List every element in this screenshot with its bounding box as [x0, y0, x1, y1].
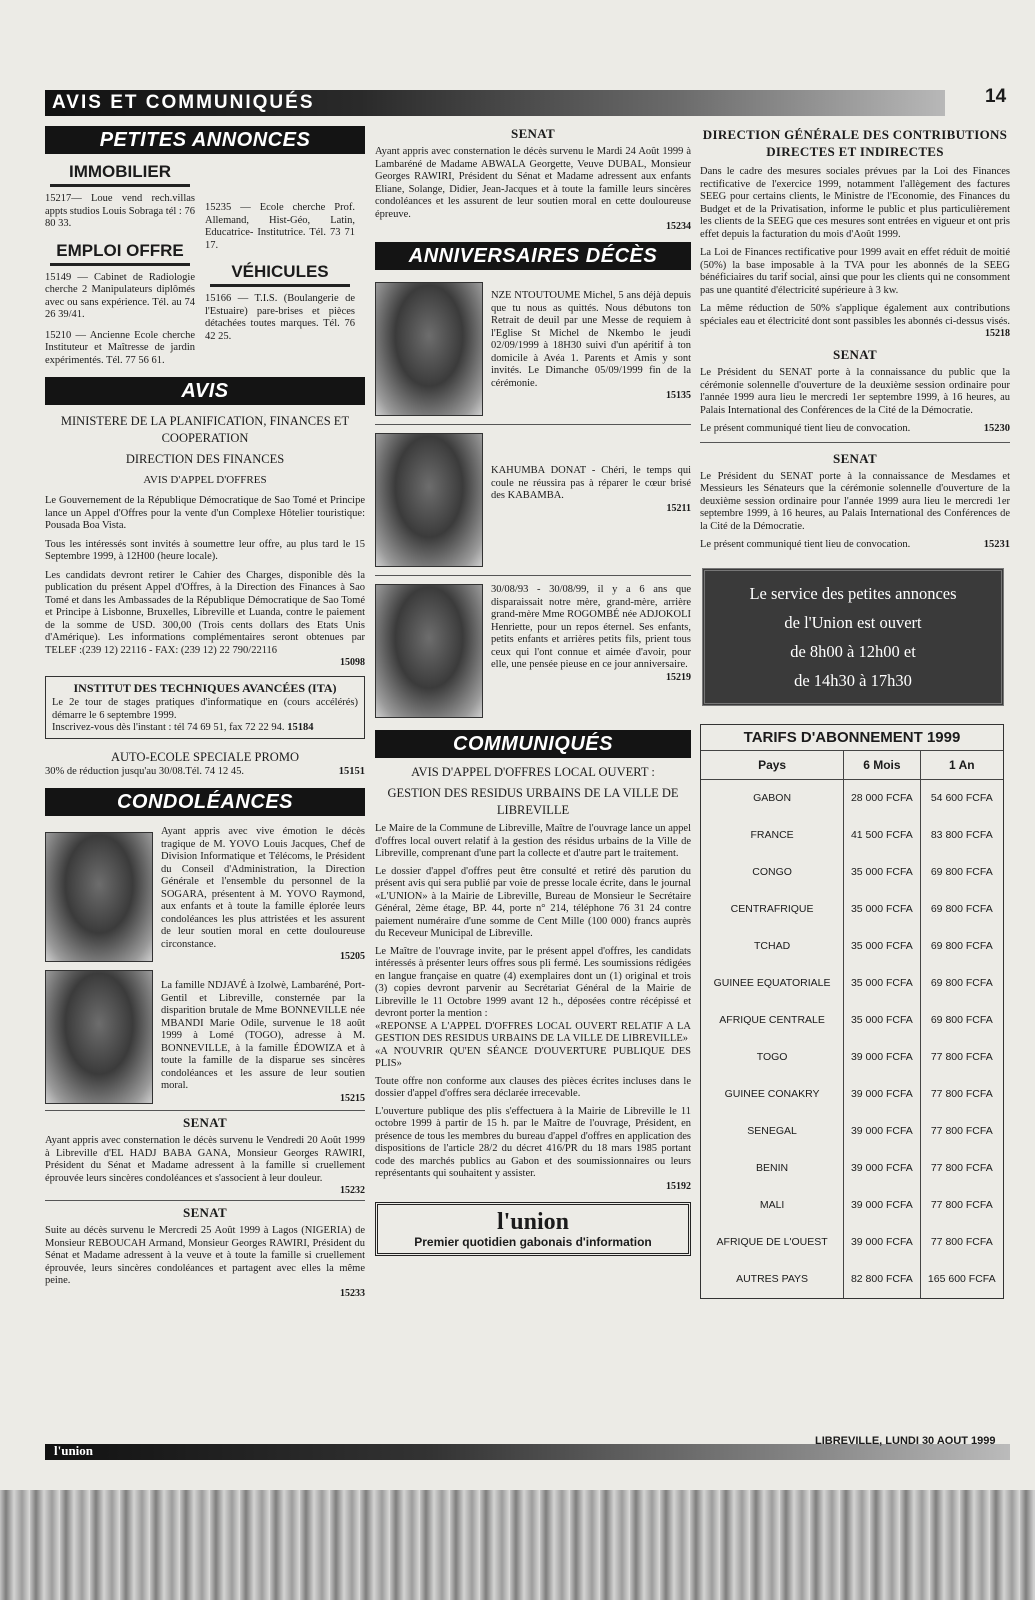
senat-condoleance-1-ref: 15232	[340, 1185, 365, 1196]
tarif-cell-six-months: 39 000 FCFA	[844, 1039, 920, 1076]
anniversaire-2-text: KAHUMBA DONAT - Chéri, le temps qui coule ne réussira pas à réparer le cœur brisé des KABAMBA.	[491, 465, 691, 501]
footer-logo: l'union	[54, 1443, 94, 1458]
emploi-heading: EMPLOI OFFRE	[56, 240, 184, 260]
communique-p1: Le Maire de la Commune de Libreville, Maître de l'ouvrage lance un appel d'offres local ouvert relatif à la gestion des résidus urbains de la Ville de Libreville, comprenant d'une part la collecte et d'autre part le traitement.	[375, 823, 691, 859]
ad-15210: 15210 — Ancienne Ecole cherche Instituteur et Maîtresse de jardin expérimentés. Tél. 77 56 61.	[45, 329, 195, 366]
ita-title: INSTITUT DES TECHNIQUES AVANCÉES (ITA)	[73, 681, 337, 695]
tarif-cell-one-year: 83 800 FCFA	[920, 817, 1003, 854]
tarif-cell-six-months: 35 000 FCFA	[844, 965, 920, 1002]
auto-ecole-text: 30% de réduction jusqu'au 30/08.Tél. 74 12 45.	[45, 765, 245, 777]
anniversaire-2-text-wrap	[491, 433, 691, 567]
anniversaire-1-text-wrap	[491, 282, 691, 416]
tarif-cell-one-year: 165 600 FCFA	[920, 1261, 1003, 1298]
tarif-cell-six-months: 35 000 FCFA	[844, 891, 920, 928]
senat-2-ref: 15231	[983, 539, 1010, 550]
anniversaires-band: ANNIVERSAIRES DÉCÈS	[375, 242, 691, 270]
table-row	[701, 1039, 1003, 1076]
table-row	[701, 891, 1003, 928]
avis-p1: Le Gouvernement de la République Démocratique de Sao Tomé et Principe lance un Appel d'Offres pour la vente d'un Complexe Hôtelier touristique: Pousada Boa Vista.	[45, 495, 365, 531]
condoleance-1	[45, 826, 365, 962]
senat-heading: SENAT	[183, 1205, 227, 1220]
communiques-band: COMMUNIQUÉS	[375, 730, 691, 758]
vehicules-heading: VÉHICULES	[231, 262, 329, 281]
table-row	[701, 1113, 1003, 1150]
dgc-p1: Dans le cadre des mesures sociales prévues par la Loi des Finances rectificative de l'exercice 1999, notamment l'allègement des factures SEEG pour certains clients, le Ministre de l'Economie, des Finances du Budget et de la Privatisation, informe le public et plus particulièrement les clients de la SEEG que ces mesures sont entrées en vigueur et ont pris effet depuis la facturation du mois d'Août 1999.	[700, 166, 1010, 240]
senat-1-note: Le présent communiqué tient lieu de convocation.	[700, 423, 911, 434]
column-left	[45, 126, 365, 1299]
divider	[45, 1110, 365, 1111]
col-header-pays: Pays	[701, 751, 844, 780]
tarif-cell-country: SENEGAL	[747, 1125, 797, 1137]
anniversaire-3	[375, 584, 691, 718]
dgc-p2: La Loi de Finances rectificative pour 1999 avait en effet réduit de moitié (50%) la base imposable à la TVA pour les abonnés de la SEEG bénéficiaires du tarif social, ainsi que pour les clients qui ne consomment pas une quantité d'électricité supérieure à 3 kw.	[700, 247, 1010, 296]
table-row	[701, 1150, 1003, 1187]
senat-condoleance-2-ref: 15233	[340, 1287, 365, 1299]
portrait-photo	[375, 433, 483, 567]
senat-heading: SENAT	[833, 347, 877, 362]
column-middle	[375, 126, 691, 1256]
divider	[375, 575, 691, 576]
divider	[700, 442, 1010, 443]
tarif-cell-one-year: 54 600 FCFA	[920, 779, 1003, 817]
tarif-cell-country: AFRIQUE CENTRALE	[719, 1014, 825, 1026]
tarif-cell-country: BENIN	[756, 1162, 789, 1174]
condoleance-2-ref: 15215	[340, 1092, 365, 1104]
communique-title-1: AVIS D'APPEL D'OFFRES LOCAL OUVERT :	[411, 765, 655, 779]
anniversaire-3-text: 30/08/93 - 30/08/99, il y a 6 ans que disparaissait notre mère, grand-mère, arrière grand-mère Mme ROGOMBÉ née ADJOKOLI Henriette, pour un repos éternel. Ses enfants, petits enfants et arrières petits fils, prient tous ceux qui l'ont connue et aimée d'avoir, pour elle, une pensée pieuse en ce jour anniversaire.	[491, 584, 691, 670]
tarif-cell-country: CENTRAFRIQUE	[730, 903, 814, 915]
senat-2-note-line	[700, 539, 1010, 552]
avis-ministry: MINISTERE DE LA PLANIFICATION, FINANCES ET COOPERATION	[60, 414, 350, 445]
table-header-row	[701, 751, 1003, 780]
tarif-cell-country: TCHAD	[754, 940, 791, 952]
column-right	[700, 126, 1010, 1299]
page-number: 14	[985, 86, 1007, 107]
tarif-cell-six-months: 82 800 FCFA	[844, 1261, 920, 1298]
dgc-ref: 15218	[985, 328, 1010, 339]
senat-1-text: Le Président du SENAT porte à la connaissance du public que la cérémonie solennelle d'ouverture de la deuxième session ordinaire pour l'année 1999 aura lieu le mercredi 1er septembre 1999, à 16 heures, au Palais International des Conférences de la Cité de la Démocratie.	[700, 367, 1010, 416]
anniversaire-1	[375, 282, 691, 416]
tarif-cell-country: FRANCE	[750, 829, 794, 841]
tarifs-table-body	[701, 779, 1003, 1298]
communique-p3: Le Maître de l'ouvrage invite, par le présent appel d'offres, les candidats intéressés à présenter leurs offres sous pli fermé. Les soumissions rédigées en langue française en quatre (4) exemplaires dont un (1) original et trois (3) copies devront parvenir au Secrétariat Général de la Mairie de Libreville le 11 Octobre 1999 avant 12 h., déposées contre récépissé et devront porter la mention :	[375, 945, 691, 1019]
divider	[375, 424, 691, 425]
senat-1-note-line	[700, 423, 1010, 436]
table-row	[701, 779, 1003, 817]
ita-line2	[52, 722, 358, 735]
petites-annonces-band: PETITES ANNONCES	[45, 126, 365, 154]
senat-2-note: Le présent communiqué tient lieu de convocation.	[700, 539, 911, 550]
ad-15217: 15217— Loue vend rech.villas appts studios Louis Sobraga tél : 76 80 33.	[45, 193, 195, 229]
portrait-photo	[375, 584, 483, 718]
avis-band: AVIS	[45, 377, 365, 405]
vehicules-underline	[210, 284, 350, 287]
tarifs-box	[700, 724, 1004, 1299]
avis-p2: Tous les intéressés sont invités à soumettre leur offre, au plus tard le 15 Septembre 1999, à 12H00 (heure locale).	[45, 538, 365, 562]
tarifs-table	[701, 751, 1003, 1298]
avis-ref: 15098	[340, 657, 365, 668]
tarif-cell-one-year: 77 800 FCFA	[920, 1187, 1003, 1224]
auto-ecole-line	[45, 766, 365, 779]
immobilier-heading: IMMOBILIER	[69, 162, 171, 181]
condoleances-band: CONDOLÉANCES	[45, 788, 365, 816]
dgc-p3: La même réduction de 50% s'applique également aux contributions spéciales eau et électricité dont sont passibles les abonnés ci-dessus visés.	[700, 303, 1010, 327]
table-row	[701, 817, 1003, 854]
tarif-cell-six-months: 39 000 FCFA	[844, 1113, 920, 1150]
section-title: AVIS ET COMMUNIQUÉS	[52, 92, 315, 113]
tarif-cell-one-year: 69 800 FCFA	[920, 965, 1003, 1002]
tarif-cell-one-year: 69 800 FCFA	[920, 1002, 1003, 1039]
anniversaire-1-text: NZE NTOUTOUME Michel, 5 ans déjà depuis que tu nous as quittés. Nous débutons ton Retrait de deuil par une Messe de requiem à l'Eglise St Michel de Nkembo le jeudi 02/09/1999 à 18H30 suivi d'un apéritif à ton domicile à Avéa 1. Parents et Amis y sont invités. Le Dimanche 05/09/1999 fin de la cérémonie.	[491, 290, 691, 389]
table-row	[701, 965, 1003, 1002]
auto-ecole-title: AUTO-ECOLE SPECIALE PROMO	[111, 749, 299, 764]
senat-condoleance-2: Suite au décès survenu le Mercredi 25 Août 1999 à Lagos (NIGERIA) de Monsieur REBOUCAH Armand, Monsieur Georges RAWIRI, Président du Sénat et Madame adressent à la veuve et à toute la famille si cruellement éprouvée, leurs sincères condoléances et partagent avec elles la même peine.	[45, 1225, 365, 1286]
tarif-cell-one-year: 69 800 FCFA	[920, 891, 1003, 928]
tarif-cell-six-months: 35 000 FCFA	[844, 1002, 920, 1039]
senat-1-ref: 15230	[983, 423, 1010, 434]
table-row	[701, 854, 1003, 891]
service-line-3: de 8h00 à 12h00 et	[790, 641, 916, 661]
tarif-cell-country: CONGO	[752, 866, 792, 878]
tarif-cell-six-months: 28 000 FCFA	[844, 779, 920, 817]
tarif-cell-one-year: 69 800 FCFA	[920, 928, 1003, 965]
anniversaire-3-text-wrap	[491, 584, 691, 718]
table-row	[701, 1002, 1003, 1039]
scan-background	[0, 1490, 1035, 1600]
immobilier-underline	[50, 184, 190, 187]
portrait-photo	[45, 832, 153, 962]
avis-appel-title: AVIS D'APPEL D'OFFRES	[143, 474, 267, 486]
col-header-6mois: 6 Mois	[844, 751, 920, 780]
senat-heading: SENAT	[183, 1115, 227, 1130]
col-header-1an: 1 An	[920, 751, 1003, 780]
tarif-cell-country: TOGO	[756, 1051, 788, 1063]
senat-2-text: Le Président du SENAT porte à la connaissance de Mesdames et Messieurs les Sénateurs que la cérémonie solennelle d'ouverture de la deuxième session ordinaire pour l'année 1999 aura lieu le mercredi 1er septembre 1999, à 16 heures, au Palais International des Conférences de la Cité de la Démocratie.	[700, 470, 1010, 532]
tarif-cell-six-months: 35 000 FCFA	[844, 928, 920, 965]
divider	[45, 1200, 365, 1201]
condoleance-2-text: La famille NDJAVÉ à Izolwè, Lambaréné, Port-Gentil et Libreville, consternée par la disparition brutale de Mme BONNEVILLE née MBANDI Marie Odile, survenue le 18 août 1999 à Lomé (TOGO), adresse à M. BONNEVILLE, à la famille ÉDOWIZA et à toute la famille de la disparue ses sincères condoléances et les assure de leur soutien moral.	[161, 980, 365, 1091]
tarif-cell-country: GABON	[753, 792, 792, 804]
senat-top-ref: 15234	[666, 221, 691, 232]
tarif-cell-six-months: 39 000 FCFA	[844, 1224, 920, 1261]
auto-ecole-ref: 15151	[338, 765, 365, 777]
table-row	[701, 1261, 1003, 1298]
avis-p3: Les candidats devront retirer le Cahier des Charges, disponible dès la publication du présent Appel d'Offres, à la Direction des Finances à Sao Tomé et dans les Ambassades de la République Démocratique de Sao Tomé et Principe à Lisbonne, Bruxelles, Libreville et Luanda, contre le paiement de la somme de USD. 300,00 (Trois cents dollars des Etats Unis d'Amérique). Les informations complémentaires seront obtenues par TELEF :(239 12) 22116 - FAX: (239 12) 22 790/22116	[45, 569, 365, 656]
union-logo: l'union	[496, 1208, 570, 1235]
avis-direction: DIRECTION DES FINANCES	[125, 452, 285, 466]
petites-annonces-body	[45, 162, 365, 367]
ad-15149: 15149 — Cabinet de Radiologie cherche 2 Manipulateurs diplômés avec ou sans expérience. Tél. au 74 26 39/41.	[45, 271, 195, 320]
portrait-photo	[375, 282, 483, 416]
emploi-underline	[50, 263, 190, 266]
tarif-cell-country: GUINEE EQUATORIALE	[713, 977, 831, 989]
ita-box	[45, 676, 365, 739]
tarif-cell-one-year: 77 800 FCFA	[920, 1113, 1003, 1150]
tarif-cell-six-months: 41 500 FCFA	[844, 817, 920, 854]
service-line-2: de l'Union est ouvert	[784, 612, 922, 632]
tarif-cell-country: AUTRES PAYS	[736, 1273, 809, 1285]
senat-condoleance-1: Ayant appris avec consternation le décès survenu le Vendredi 20 Août 1999 à Libreville d'EL HADJ BABA GANA, Monsieur Georges RAWIRI, Président du Sénat et Madame adressent à la famille si cruellement éprouvée leurs sincères condoléances et s'associent à leur douleur.	[45, 1135, 365, 1184]
anniversaire-1-ref: 15135	[666, 390, 691, 401]
table-row	[701, 928, 1003, 965]
ad-15166: 15166 — T.I.S. (Boulangerie de l'Estuaire) pare-brises et pièces détachées toutes marques. Tél. 76 42 25.	[205, 293, 355, 342]
anniversaire-3-ref: 15219	[666, 671, 691, 683]
tarif-cell-six-months: 39 000 FCFA	[844, 1187, 920, 1224]
communique-title-2: GESTION DES RESIDUS URBAINS DE LA VILLE DE LIBREVILLE	[387, 786, 679, 817]
dgc-title: DIRECTION GÉNÉRALE DES CONTRIBUTIONS DIRECTES ET INDIRECTES	[702, 127, 1008, 159]
condoleance-2-text-wrap	[161, 970, 365, 1104]
table-row	[701, 1187, 1003, 1224]
service-hours-box	[702, 568, 1004, 706]
ita-ref: 15184	[287, 722, 314, 733]
tarif-cell-six-months: 39 000 FCFA	[844, 1076, 920, 1113]
union-ad-box	[375, 1202, 691, 1256]
communique-p6: Toute offre non conforme aux clauses des pièces écrites incluses dans le dossier d'appel d'offres sera déclarée irrecevable.	[375, 1075, 691, 1099]
communique-p5: «A N'OUVRIR QU'EN SÉANCE D'OUVERTURE PUBLIQUE DES PLIS»	[375, 1045, 691, 1069]
tarifs-title: TARIFS D'ABONNEMENT 1999	[701, 725, 1003, 751]
tarif-cell-one-year: 77 800 FCFA	[920, 1150, 1003, 1187]
anniversaire-2-ref: 15211	[666, 502, 691, 514]
table-row	[701, 1076, 1003, 1113]
communique-p7: L'ouverture publique des plis s'effectuera à la Mairie de Libreville le 11 octobre 1999 à partir de 15 h. par le Maître de l'ouvrage, Président, en présence de tous les membres du bureau d'appel d'offres en application des dispositions de l'article 28/2 du décret 416/PR du 18 mars 1985 portant code des marchés publics au Gabon et des soumissionnaires ou leurs représentants qui souhaitent y assister.	[375, 1105, 691, 1179]
condoleance-2	[45, 970, 365, 1104]
petites-right	[205, 162, 355, 367]
petites-left	[45, 162, 195, 367]
senat-top-text: Ayant appris avec consternation le décès survenu le Mardi 24 Août 1999 à Lambaréné de Madame ABWALA Georgette, Veuve DUBAL, Monsieur Georges RAWIRI, Président du Sénat et Madame adressent aux enfants Eliane, Solange, Didier, Jean-Jacques et à toute la famille leurs sincères condoléances et les assurent de leur soutien moral en cette douloureuse épreuve.	[375, 146, 691, 220]
table-row	[701, 1224, 1003, 1261]
tarif-cell-country: GUINEE CONAKRY	[724, 1088, 820, 1100]
tarif-cell-one-year: 77 800 FCFA	[920, 1076, 1003, 1113]
communique-ref: 15192	[666, 1180, 691, 1192]
condoleance-1-text-wrap	[161, 826, 365, 962]
communique-p2: Le dossier d'appel d'offres peut être consulté et retiré dès parution du présent avis qui sera publié par voie de presse locale écrite, dans le journal «L'UNION» à la Mairie de Libreville, Bureau de Monsieur le Secrétaire Général, 2ème étage, BP. 44, porte n° 214, téléphone 76 31 24 contre paiement numéraire d'une somme de Cent Mille (100 000) francs auprès du Receveur Municipal de Libreville.	[375, 865, 691, 939]
portrait-photo	[45, 970, 153, 1104]
footer-dateline: LIBREVILLE, LUNDI 30 AOUT 1999	[815, 1435, 996, 1447]
union-tagline: Premier quotidien gabonais d'information	[414, 1234, 652, 1249]
tarif-cell-one-year: 77 800 FCFA	[920, 1224, 1003, 1261]
tarif-cell-one-year: 69 800 FCFA	[920, 854, 1003, 891]
condoleance-1-ref: 15205	[340, 951, 365, 962]
condoleance-1-text: Ayant appris avec vive émotion le décès tragique de M. YOVO Louis Jacques, Chef de Division Informatique et Télécoms, le Président du Conseil d'Administration, la Direction Générale et l'ensemble du personnel de la SOGARA, présentent à M. YOVO Raymond, aux enfants et à toute la famille éplorée leurs condoléances les plus attristées et les assurent de leur soutien moral en cette douloureuse circonstance.	[161, 826, 365, 950]
tarif-cell-one-year: 77 800 FCFA	[920, 1039, 1003, 1076]
service-line-1: Le service des petites annonces	[749, 583, 957, 603]
tarif-cell-country: AFRIQUE DE L'OUEST	[716, 1236, 828, 1248]
tarif-cell-country: MALI	[759, 1199, 785, 1211]
senat-heading: SENAT	[833, 450, 877, 466]
anniversaire-2	[375, 433, 691, 567]
ita-line1: Le 2e tour de stages pratiques d'informatique en (cours accélérés) démarre le 6 septembre 1999.	[52, 697, 358, 721]
service-line-4: de 14h30 à 17h30	[794, 670, 912, 690]
ad-15235: 15235 — Ecole cherche Prof. Allemand, Hist-Géo, Latin, Educatrice- Institutrice. Tél. 73 71 17.	[205, 202, 355, 251]
tarif-cell-six-months: 35 000 FCFA	[844, 854, 920, 891]
senat-heading: SENAT	[511, 126, 555, 141]
tarif-cell-six-months: 39 000 FCFA	[844, 1150, 920, 1187]
ita-contact: Inscrivez-vous dès l'instant : tél 74 69 51, fax 72 22 94.	[52, 722, 285, 733]
communique-p4: «REPONSE A L'APPEL D'OFFRES LOCAL OUVERT RELATIF A LA GESTION DES RESIDUS URBAINS DE LA VILLE DE LIBREVILLE»	[375, 1020, 691, 1044]
